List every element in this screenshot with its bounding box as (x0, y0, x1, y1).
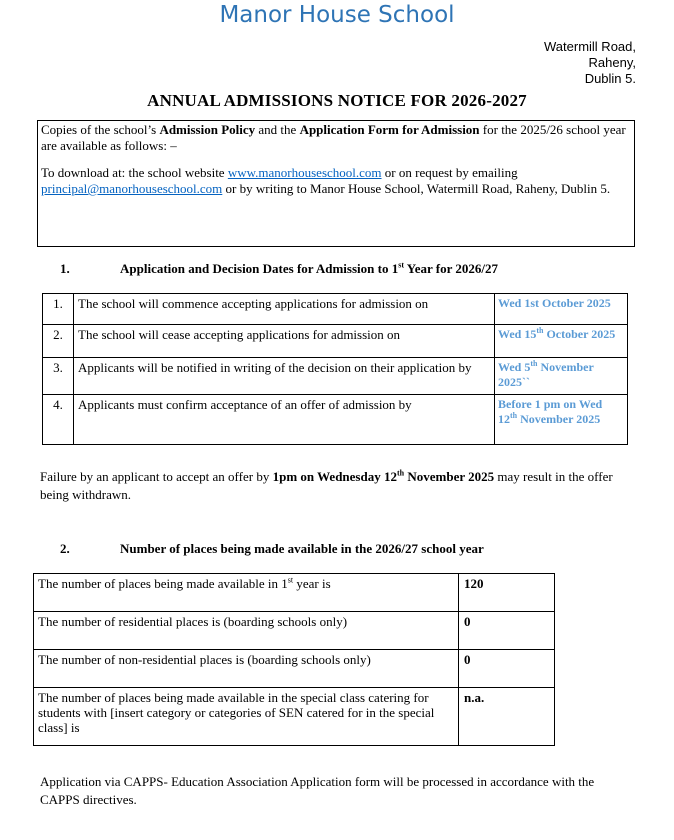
failure-note: Failure by an applicant to accept an offer by 1pm on Wednesday 12th November 2025 may result in the offer being withdrawn. (40, 468, 613, 502)
download-paragraph: To download at: the school website www.manorhouseschool.com or on request by emailing principal@manorhouseschool.com or by writing to Manor House School, Watermill Road, Raheny, Dublin 5. (41, 165, 611, 196)
email-link[interactable]: principal@manorhouseschool.com (41, 181, 223, 196)
school-address (544, 39, 636, 87)
address-line: Watermill Road, (544, 39, 636, 54)
table-row: The number of places being made available in the special class catering for students with [insert category or categories of SEN catered for in the special class] is n.a. (34, 688, 555, 746)
table-row: 1. The school will commence accepting applications for admission on Wed 1st October 2025 (43, 294, 628, 325)
intro-paragraph: Copies of the school’s Admission Policy and the Application Form for Admission for the 2025/26 school year are available as follows: – (41, 122, 626, 153)
table-row: The number of residential places is (boarding schools only) 0 (34, 612, 555, 650)
address-line: Raheny, (588, 55, 636, 70)
intro-box (37, 120, 635, 247)
school-name: Manor House School (219, 2, 455, 28)
notice-title: ANNUAL ADMISSIONS NOTICE FOR 2026-2027 (147, 91, 527, 110)
footer-note: Application via CAPPS- Education Association Application form will be processed in accordance with the CAPPS directives. (40, 774, 595, 807)
table-row: 3. Applicants will be notified in writing of the decision on their application by Wed 5th November 2025`` (43, 358, 628, 395)
table-row: The number of non-residential places is (boarding schools only) 0 (34, 650, 555, 688)
places-table (33, 573, 555, 746)
table-row: The number of places being made available in 1st year is 120 (34, 574, 555, 612)
website-link[interactable]: www.manorhouseschool.com (227, 165, 382, 180)
admission-dates-table (42, 293, 628, 445)
table-row: 2. The school will cease accepting applications for admission on Wed 15th October 2025 (43, 325, 628, 358)
table-row: 4. Applicants must confirm acceptance of an offer of admission by Before 1 pm on Wed 12th November 2025 (43, 395, 628, 445)
address-line: Dublin 5. (584, 71, 636, 86)
